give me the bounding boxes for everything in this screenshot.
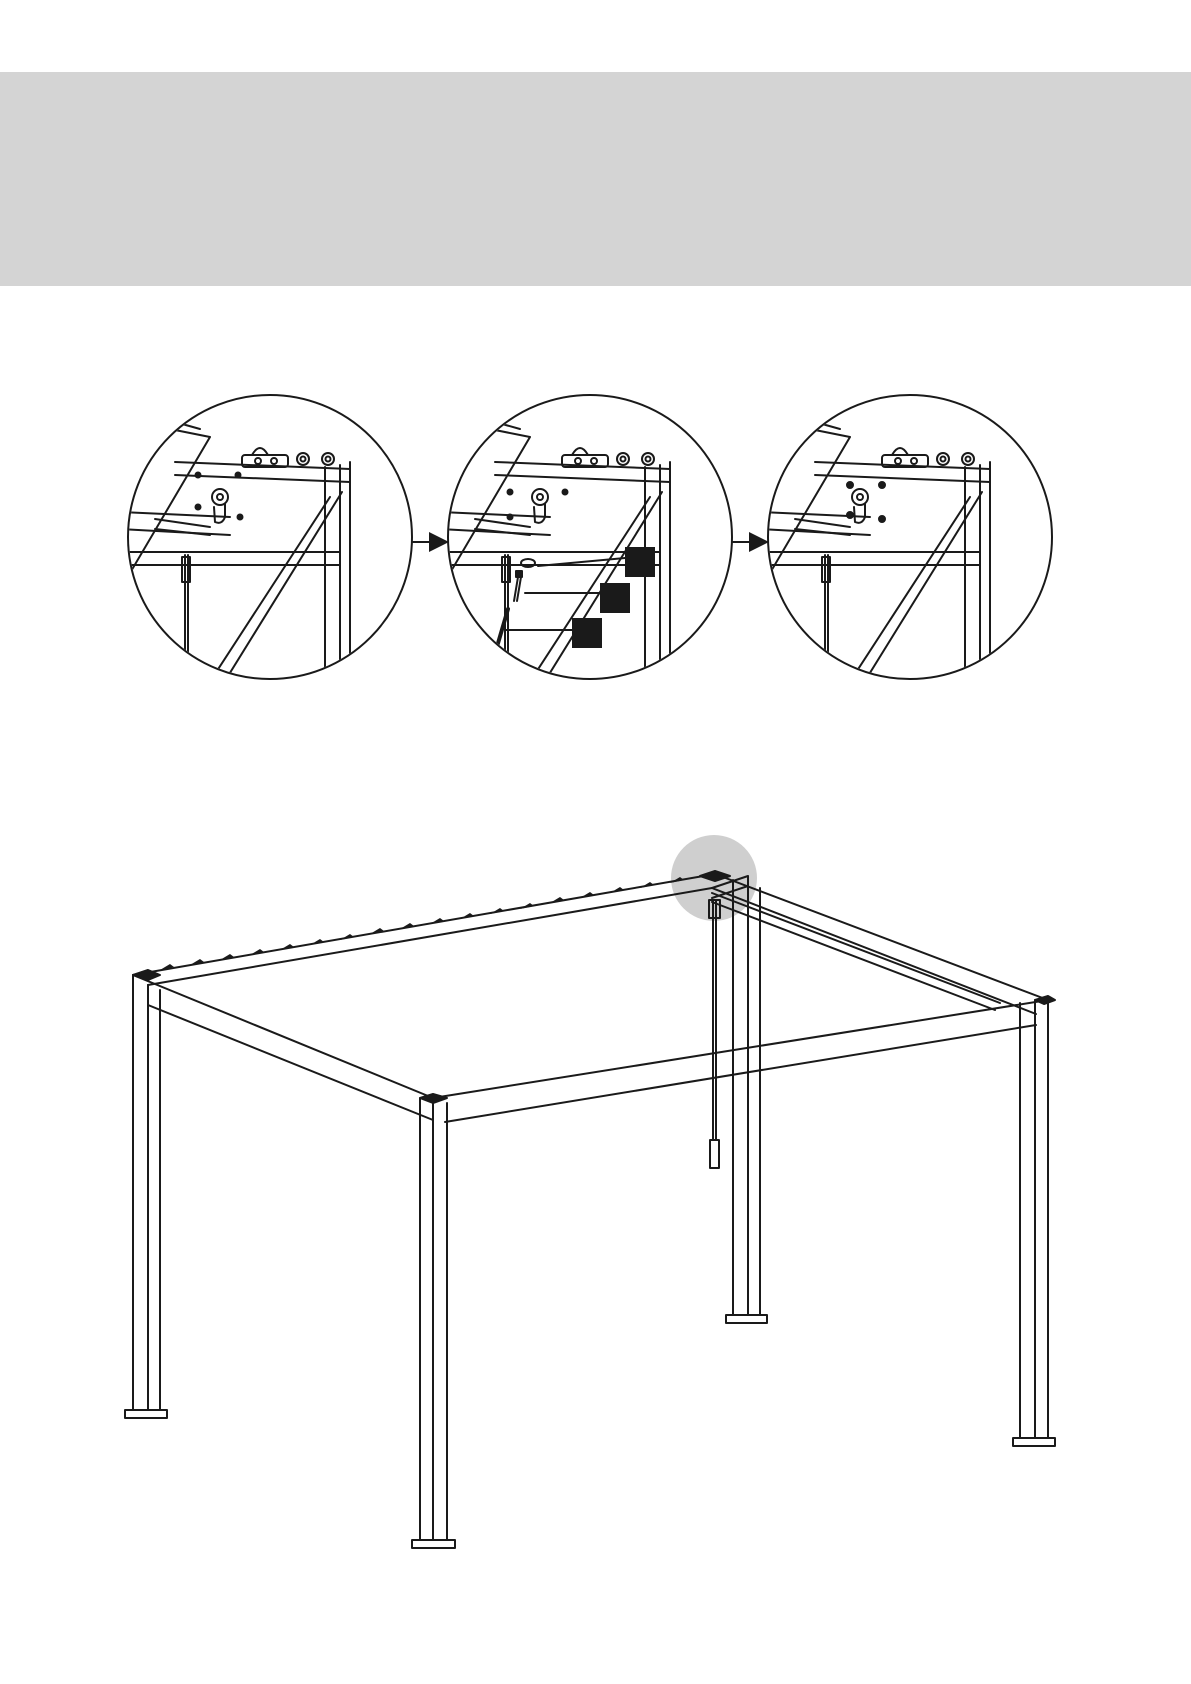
detail-step-1 [100,395,412,697]
bolt-icon [514,571,522,601]
callout-marker-1 [625,547,655,577]
detail-step-3 [740,395,1052,697]
callout-marker-3 [572,618,602,648]
pergola-frame [125,835,1055,1548]
callout-marker-2 [600,583,630,613]
detail-step-2 [420,395,732,697]
